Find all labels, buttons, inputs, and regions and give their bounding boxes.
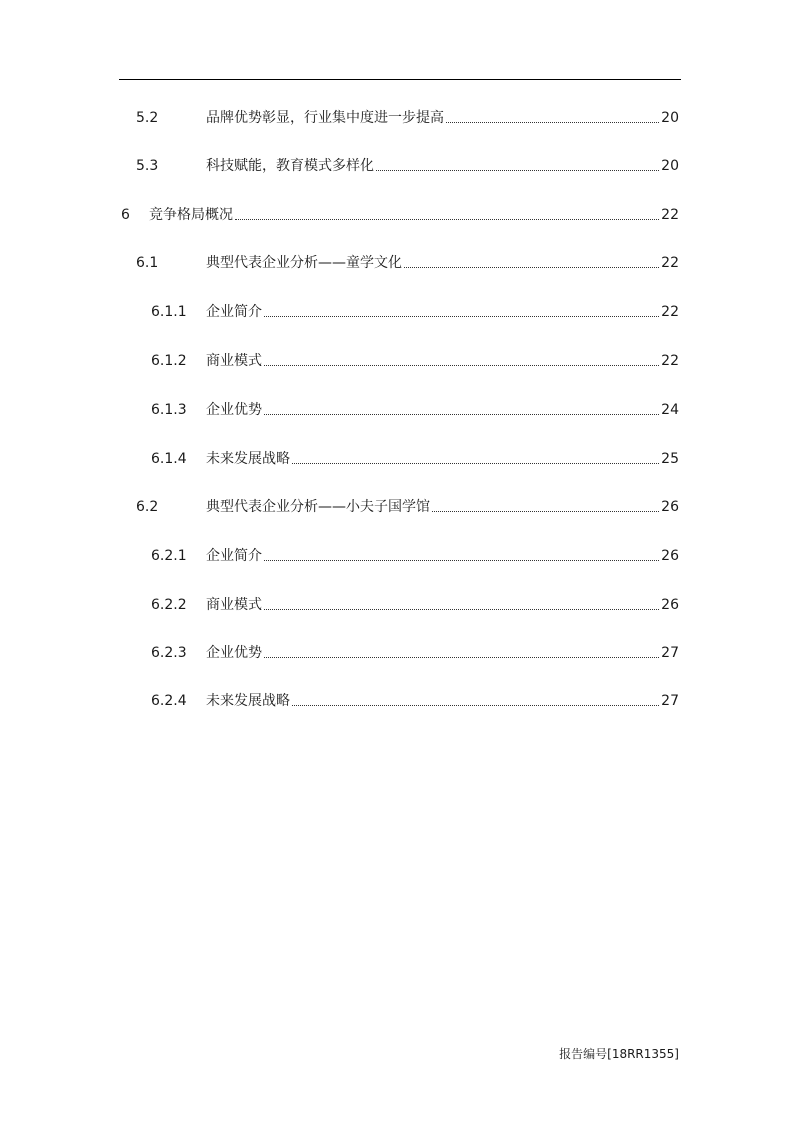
toc-entry-page: 22 [661, 304, 679, 320]
toc-entry-page: 25 [661, 451, 679, 467]
toc-entry-6-2[interactable] [136, 497, 679, 517]
toc-entry-page: 22 [661, 207, 679, 223]
toc-entry-page: 24 [661, 402, 679, 418]
toc-entry-title: 企业优势 [206, 402, 262, 418]
toc-leader-dots [432, 510, 659, 512]
toc-entry-number: 6.1.2 [151, 353, 187, 369]
report-code: 报告编号[18RR1355] [559, 1047, 679, 1061]
toc-entry-title: 典型代表企业分析——童学文化 [206, 255, 402, 271]
toc-entry-6-2-2[interactable] [151, 595, 679, 615]
toc-leader-dots [404, 266, 659, 268]
toc-entry-number: 6.1.1 [151, 304, 187, 320]
toc-entry-title: 商业模式 [206, 353, 262, 369]
toc-entry-6[interactable] [121, 205, 679, 225]
toc-entry-page: 22 [661, 353, 679, 369]
toc-entry-title: 竞争格局概况 [149, 207, 233, 223]
toc-entry-6-1-2[interactable] [151, 351, 679, 371]
toc-leader-dots [292, 704, 659, 706]
toc-entry-5-2[interactable] [136, 108, 679, 128]
toc-entry-title: 未来发展战略 [206, 451, 290, 467]
toc-entry-title: 未来发展战略 [206, 693, 290, 709]
toc-entry-number: 6.2.3 [151, 645, 187, 661]
toc-entry-number: 6 [121, 207, 130, 223]
toc-entry-6-2-3[interactable] [151, 643, 679, 663]
toc-entry-page: 27 [661, 693, 679, 709]
toc-entry-6-1-3[interactable] [151, 400, 679, 420]
header-rule [119, 79, 681, 80]
toc-entry-number: 6.2 [136, 499, 159, 515]
toc-entry-title: 企业简介 [206, 304, 262, 320]
toc-entry-title: 商业模式 [206, 597, 262, 613]
toc-entry-number: 5.2 [136, 110, 159, 126]
toc-leader-dots [264, 656, 659, 658]
toc-leader-dots [264, 608, 659, 610]
toc-leader-dots [264, 559, 659, 561]
toc-entry-page: 20 [661, 158, 679, 174]
toc-entry-page: 22 [661, 255, 679, 271]
toc-entry-page: 20 [661, 110, 679, 126]
toc-entry-6-1-4[interactable] [151, 449, 679, 469]
toc-entry-page: 26 [661, 597, 679, 613]
toc-leader-dots [376, 169, 659, 171]
toc-entry-number: 5.3 [136, 158, 159, 174]
toc-entry-5-3[interactable] [136, 156, 679, 176]
toc-entry-page: 27 [661, 645, 679, 661]
toc-entry-page: 26 [661, 499, 679, 515]
toc-leader-dots [292, 462, 659, 464]
toc-entry-6-2-1[interactable] [151, 546, 679, 566]
toc-leader-dots [235, 218, 659, 220]
toc-entry-number: 6.2.4 [151, 693, 187, 709]
toc-entry-number: 6.1.3 [151, 402, 187, 418]
toc-entry-title: 典型代表企业分析——小夫子国学馆 [206, 499, 430, 515]
toc-leader-dots [446, 121, 659, 123]
toc-leader-dots [264, 413, 659, 415]
toc-entry-number: 6.1.4 [151, 451, 187, 467]
toc-entry-number: 6.2.1 [151, 548, 187, 564]
toc-entry-title: 品牌优势彰显，行业集中度进一步提高 [206, 110, 444, 126]
toc-leader-dots [264, 315, 659, 317]
toc-entry-number: 6.1 [136, 255, 159, 271]
toc-leader-dots [264, 364, 659, 366]
toc-entry-title: 科技赋能，教育模式多样化 [206, 158, 374, 174]
toc-entry-6-1[interactable] [136, 253, 679, 273]
toc-entry-number: 6.2.2 [151, 597, 187, 613]
toc-entry-page: 26 [661, 548, 679, 564]
toc-entry-title: 企业简介 [206, 548, 262, 564]
toc-entry-title: 企业优势 [206, 645, 262, 661]
toc-entry-6-2-4[interactable] [151, 691, 679, 711]
toc-entry-6-1-1[interactable] [151, 302, 679, 322]
